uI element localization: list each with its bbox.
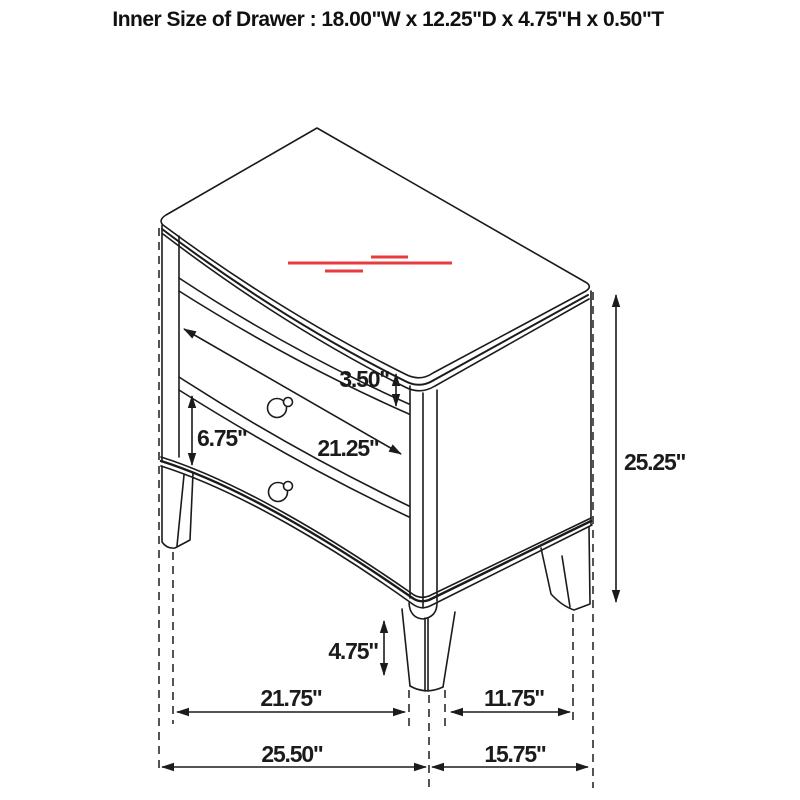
dim-label-drawer-height: 6.75": [197, 425, 247, 451]
front-center-leg: [402, 609, 455, 691]
dim-label-drawer-width: 21.25": [317, 435, 379, 461]
front-right-post: [409, 386, 437, 619]
drawer-knob-top: [268, 398, 293, 418]
dim-label-front-span: 21.75": [260, 685, 322, 711]
rear-right-leg: [541, 527, 590, 610]
top-face: [161, 128, 589, 378]
dim-label-overall-height: 25.25": [624, 449, 686, 475]
diagram-title: Inner Size of Drawer : 18.00"W x 12.25"D x 4.75"H x 0.50"T: [112, 8, 664, 31]
left-stile: [162, 225, 179, 462]
dim-label-side-span: 11.75": [484, 685, 544, 711]
red-marking-lines: [288, 257, 452, 271]
dim-label-shelf-height: 3.50": [339, 366, 389, 392]
dimension-labels: [197, 366, 686, 767]
base-rail-band: [161, 457, 592, 608]
drawer-knob-bottom: [269, 482, 293, 502]
front-left-leg: [162, 466, 193, 548]
dim-label-overall-depth: 15.75": [484, 741, 546, 767]
dim-label-leg-height: 4.75": [328, 638, 378, 664]
dim-label-overall-width: 25.50": [261, 741, 323, 767]
